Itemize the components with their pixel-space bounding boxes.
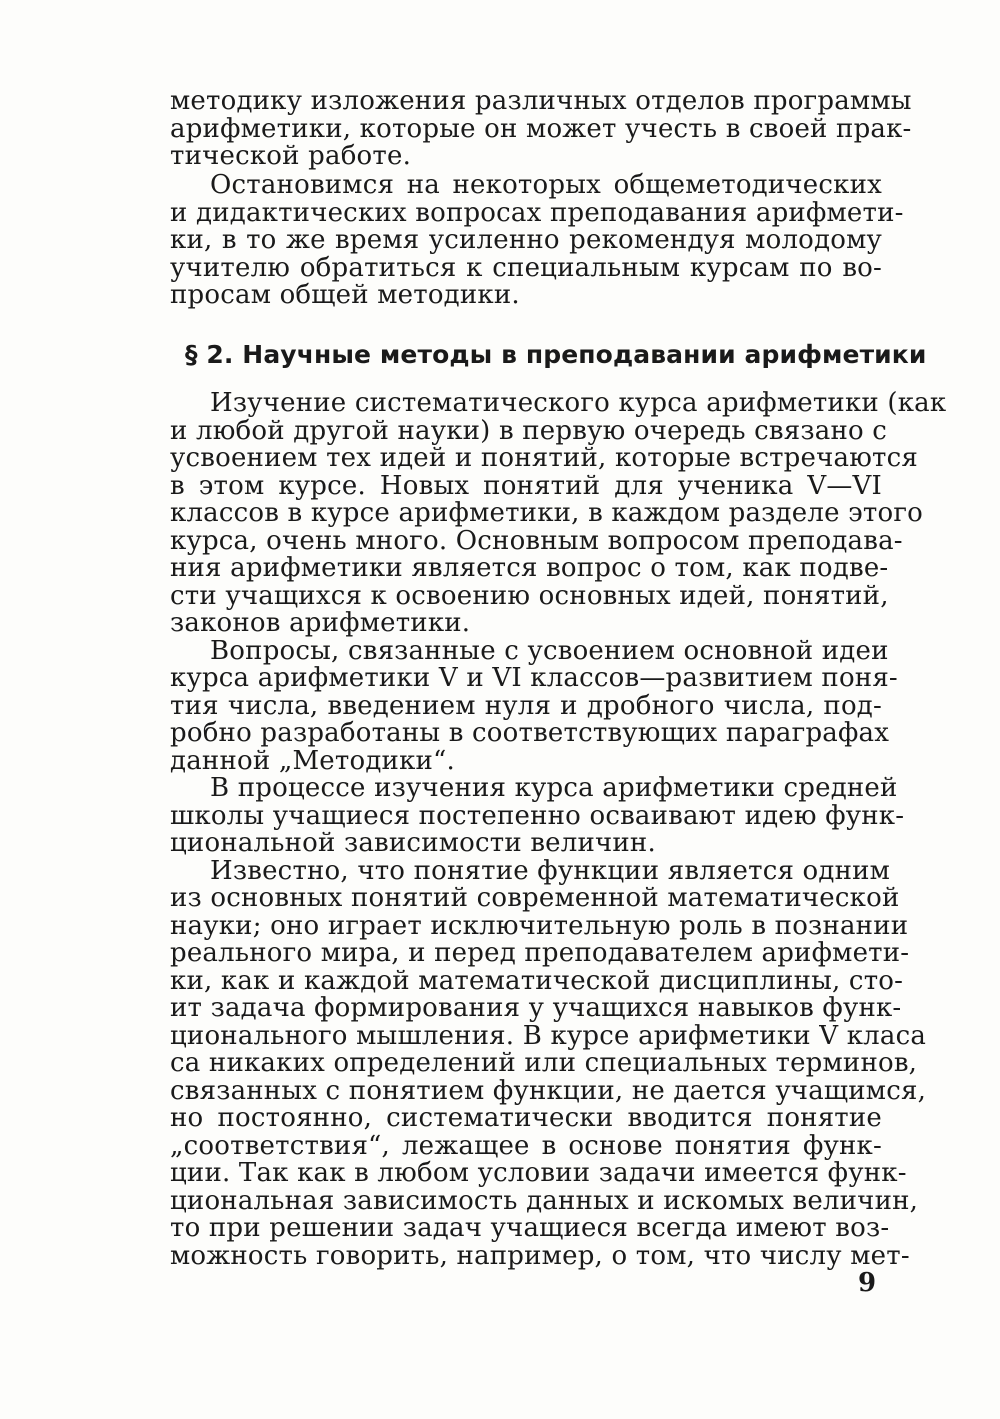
text-line: законов арифметики. [170, 608, 471, 638]
text-line: Вопросы, связанные с усвоением основной идеи [210, 635, 889, 666]
paragraph-continued [170, 86, 912, 171]
section-body [170, 388, 947, 1271]
text-line: тической работе. [170, 141, 412, 171]
text-line: и любой другой науки) в первую очередь связано с [170, 415, 888, 446]
text-line: Изучение систематического курса арифметики (как [210, 388, 947, 418]
text-line: усвоением тех идей и понятий, которые встречаются [170, 443, 918, 473]
text-line: ции. Так как в любом условии задачи имеется функ- [170, 1158, 907, 1188]
text-line: „соответствия“, лежащее в основе понятия функ- [170, 1130, 882, 1161]
text-line: курса арифметики V и VI классов—развитием поня- [170, 663, 898, 693]
text-line: науки; оно играет исключительную роль в познании [170, 910, 909, 941]
text-line: учителю обратиться к специальным курсам по во- [170, 252, 882, 283]
text-line: и дидактических вопросах преподавания арифмети- [170, 197, 904, 228]
text-line: са никаких определений или специальных терминов, [170, 1048, 918, 1078]
text-line: Известно, что понятие функции является одним [210, 855, 891, 886]
text-line: ит задача формирования у учащихся навыков функ- [170, 993, 902, 1023]
section-heading: § 2. Научные методы в преподавании арифметики [185, 340, 927, 369]
text-line: можность говорить, например, о том, что числу мет- [170, 1240, 910, 1271]
text-line: реального мира, и перед преподавателем арифмети- [170, 938, 910, 968]
text-line: ки, как и каждой математической дисциплины, сто- [170, 965, 904, 996]
text-line: циональная зависимость данных и искомых величин, [170, 1185, 919, 1216]
text-line: ционального мышления. В курсе арифметики V класа [170, 1020, 927, 1051]
text-line: курса, очень много. Основным вопросом преподава- [170, 525, 903, 556]
text-line: данной „Методики“. [170, 745, 456, 776]
text-line: тия числа, введением нуля и дробного числа, под- [170, 690, 882, 721]
text-line: ния арифметики является вопрос о том, как подве- [170, 553, 889, 583]
text-line: школы учащиеся постепенно осваивают идею функ- [170, 800, 905, 831]
page-number: 9 [858, 1268, 877, 1298]
paragraph-intro [170, 170, 904, 310]
text-line: В процессе изучения курса арифметики средней [210, 773, 898, 803]
text-line: ки, в то же время усиленно рекомендуя молодому [170, 225, 882, 255]
text-line: циональной зависимости величин. [170, 828, 656, 858]
text-line: связанных с понятием функции, не дается учащимся, [170, 1075, 927, 1106]
text-line: классов в курсе арифметики, в каждом разделе этого [170, 498, 923, 528]
text-line: методику изложения различных отделов программы [170, 86, 912, 116]
text-line: сти учащихся к освоению основных идей, понятий, [170, 580, 889, 611]
text-line: робно разработаны в соответствующих параграфах [170, 718, 890, 748]
text-line: Остановимся на некоторых общеметодических [210, 170, 882, 200]
text-line: в этом курсе. Новых понятий для ученика V—VI [170, 470, 882, 501]
text-line: из основных понятий современной математической [170, 883, 900, 913]
text-line: просам общей методики. [170, 280, 520, 310]
text-line: но постоянно, систематически вводится понятие [170, 1103, 882, 1133]
text-line: то при решении задач учащиеся всегда имеют воз- [170, 1213, 890, 1243]
text-line: арифметики, которые он может учесть в своей прак- [170, 113, 912, 144]
